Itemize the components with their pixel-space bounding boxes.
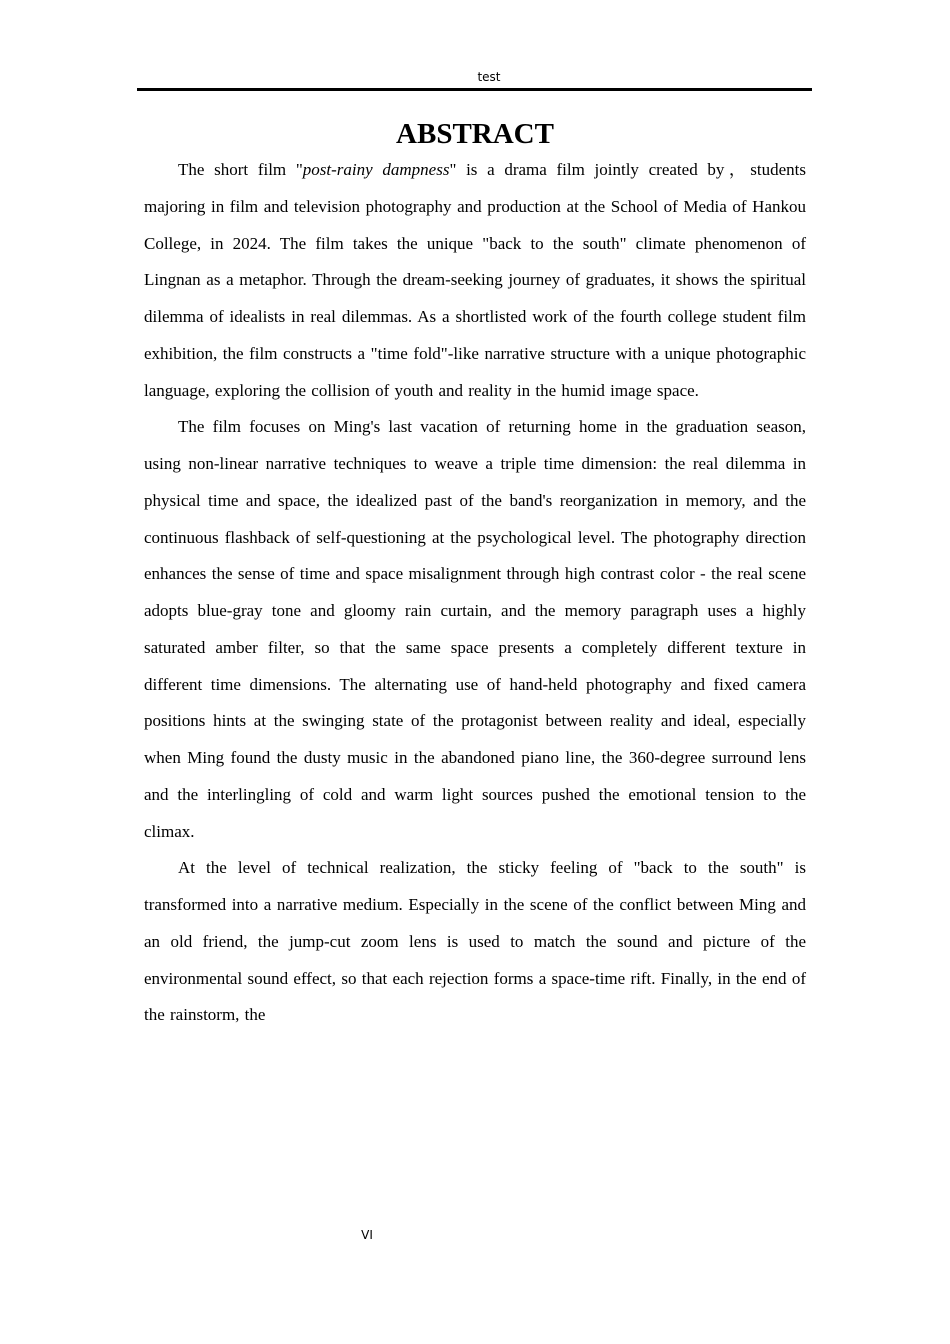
film-title-italic: post-rainy dampness (302, 160, 450, 179)
abstract-body (144, 152, 806, 1034)
paragraph-1-lead: The short film " (178, 160, 303, 179)
abstract-paragraph-3: At the level of technical realization, the sticky feeling of "back to the south" is transformed into a narrative medium. Especially in the scene of the conflict between Ming and an old friend, the jump-cut zoom lens is used to match the sound and picture of the environmental sound effect, so that each rejection forms a space-time rift. Finally, in the end of the rainstorm, the (144, 858, 806, 1025)
page-header-text: test (477, 70, 501, 84)
paragraph-1-rest: " is a drama film jointly created by，students majoring in film and television photography and production at the School of Media of Hankou College, in 2024. The film takes the unique "back to the south" climate phenomenon of Lingnan as a metaphor. Through the dream-seeking journey of graduates, it shows the spiritual dilemma of idealists in real dilemmas. As a shortlisted work of the fourth college student film exhibition, the film constructs a "time fold"-like narrative structure with a unique photographic language, exploring the collision of youth and reality in the humid image space. (144, 160, 807, 400)
page-number: VI (361, 1228, 373, 1242)
abstract-title: ABSTRACT (396, 118, 554, 150)
abstract-paragraph-1 (144, 152, 806, 409)
abstract-paragraph-2: The film focuses on Ming's last vacation of returning home in the graduation season, using non-linear narrative techniques to weave a triple time dimension: the real dilemma in physical time and space, the idealized past of the band's reorganization in memory, and the continuous flashback of self-questioning at the psychological level. The photography direction enhances the sense of time and space misalignment through high contrast color - the real scene adopts blue-gray tone and gloomy rain curtain, and the memory paragraph uses a highly saturated amber filter, so that the same space presents a completely different texture in different time dimensions. The alternating use of hand-held photography and fixed camera positions hints at the swinging state of the protagonist between reality and ideal, especially when Ming found the dusty music in the abandoned piano line, the 360-degree surround lens and the interlingling of cold and warm light sources pushed the emotional tension to the climax. (144, 417, 806, 841)
header-rule (137, 88, 812, 91)
